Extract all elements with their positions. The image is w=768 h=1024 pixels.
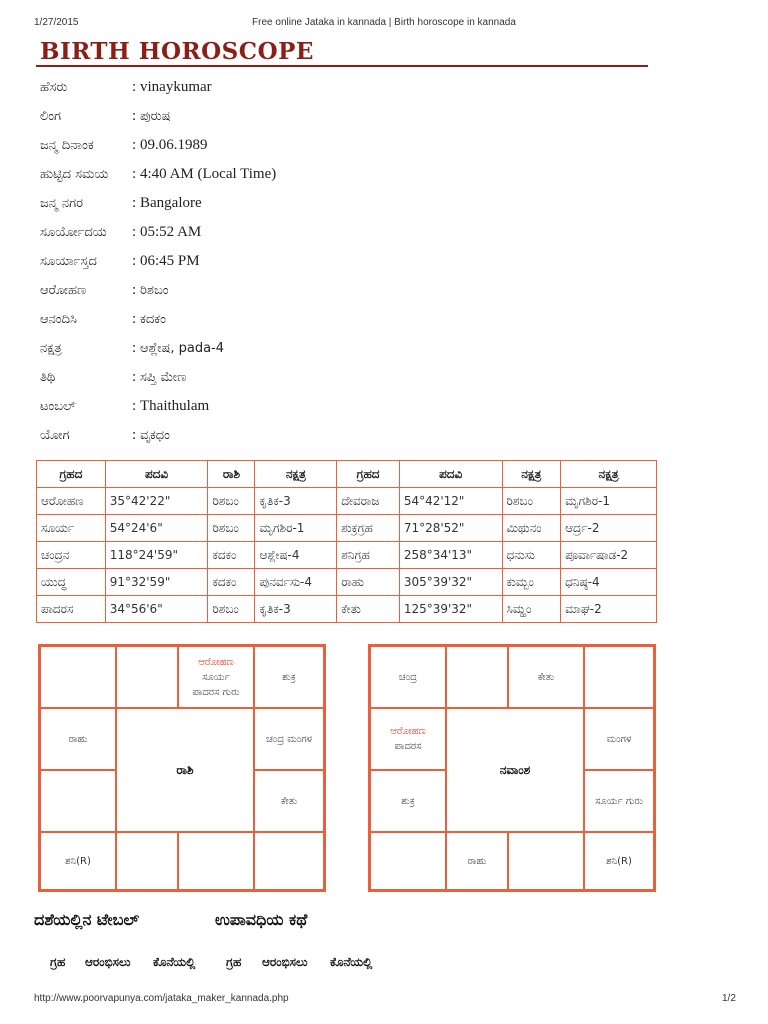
chart-center-label: ರಾಶಿ — [116, 708, 254, 832]
planet-label: ಪಾದರಸ — [394, 741, 422, 752]
chart-house — [370, 646, 446, 708]
dasha-column-header: ಕೊನೆಯಲ್ಲಿ — [330, 955, 373, 969]
table-header-row — [37, 461, 657, 488]
title-divider — [36, 65, 648, 67]
table-cell: ಶನಿಗ್ರಹ — [337, 542, 400, 569]
info-row — [40, 218, 600, 247]
column-header: ನಕ್ಷತ್ರ — [561, 461, 657, 488]
chart-house — [446, 646, 508, 708]
table-cell: ರಿಶಬಂ — [502, 488, 561, 515]
info-label: ಆರೋಹಣ — [40, 283, 87, 298]
planet-label: ಶನಿ(R) — [606, 855, 632, 867]
chart-house — [584, 832, 654, 890]
table-cell: 91°32'59" — [105, 569, 208, 596]
chart-house — [254, 646, 324, 708]
column-header: ನಕ್ಷತ್ರ — [502, 461, 561, 488]
table-cell: ಕೃತಿಕ-3 — [255, 596, 337, 623]
table-cell: ಸೂರ್ಯ — [37, 515, 106, 542]
table-cell: ಧನಿಷ್ಠ-4 — [561, 569, 657, 596]
table-cell: 258°34'13" — [399, 542, 502, 569]
table-cell: ಪೂರ್ವಾಷಾಡ-2 — [561, 542, 657, 569]
planet-label: ಸೂರ್ಯ — [202, 671, 230, 683]
table-cell: ರಿಶಬಂ — [208, 488, 255, 515]
chart-house — [446, 832, 508, 890]
info-colon: : — [132, 137, 137, 153]
planet-label: ಶುಕ್ರ — [282, 671, 296, 683]
info-value: Bangalore — [140, 195, 202, 211]
chart-house — [370, 708, 446, 770]
planet-label: ಚಂದ್ರ — [398, 671, 418, 683]
print-url: http://www.poorvapunya.com/jataka_maker_kannada.php — [34, 993, 289, 1004]
info-label: ಜನ್ಮ ದಿನಾಂಕ — [40, 138, 94, 153]
chart-house — [254, 770, 324, 832]
chart-house — [584, 646, 654, 708]
info-row — [40, 392, 600, 421]
table-cell: ಆರ್ದ್ರ-2 — [561, 515, 657, 542]
planet-positions-table — [36, 460, 657, 623]
info-colon: : — [132, 166, 137, 182]
dasha-column-header: ಆರಂಭಿಸಲು — [85, 955, 131, 969]
info-colon: : — [132, 253, 137, 269]
table-cell: 118°24'59" — [105, 542, 208, 569]
page-title: BIRTH HOROSCOPE — [40, 38, 314, 65]
info-row — [40, 363, 600, 392]
table-cell: 54°24'6" — [105, 515, 208, 542]
table-cell: ಆರೋಹಣ — [37, 488, 106, 515]
planet-label: ಶುಕ್ರ — [401, 795, 415, 807]
birth-details — [40, 73, 600, 450]
chart-house — [178, 646, 254, 708]
planet-label: ಸೂರ್ಯ ಗುರು — [595, 795, 643, 807]
chart-house — [584, 708, 654, 770]
table-cell: ಕೃತಿಕ-3 — [255, 488, 337, 515]
table-row — [37, 569, 657, 596]
chart-house — [178, 832, 254, 890]
info-colon: : — [132, 398, 137, 414]
info-row — [40, 334, 600, 363]
info-colon: : — [132, 282, 137, 298]
planet-label: ರಾಹು — [68, 733, 88, 745]
planet-label: ರಾಹು — [467, 855, 487, 867]
table-cell: ರಿಶಬಂ — [208, 515, 255, 542]
info-value: ಸಪ್ತಿ ಮೇಣ — [140, 370, 187, 385]
info-value: Thaithulam — [140, 398, 210, 414]
rasi-chart — [38, 644, 326, 892]
info-colon: : — [132, 340, 137, 356]
info-row — [40, 421, 600, 450]
dasha-column-header: ಗ್ರಹ — [226, 955, 242, 969]
planet-label: ಶನಿ(R) — [65, 855, 91, 867]
table-cell: ಮೃಗಶಿರ-1 — [561, 488, 657, 515]
chart-house — [254, 708, 324, 770]
table-cell: ಯುದ್ಧ — [37, 569, 106, 596]
table-cell: ಕದಕಂ — [208, 569, 255, 596]
dasha-table-title: ದಶೆಯಲ್ಲಿನ ಟೇಬಲ್ — [34, 910, 140, 929]
column-header: ಗ್ರಹದ — [337, 461, 400, 488]
info-colon: : — [132, 224, 137, 240]
info-colon: : — [132, 311, 137, 327]
info-label: ಸೂರ್ಯೋದಯ — [40, 225, 107, 240]
info-colon: : — [132, 369, 137, 385]
table-row — [37, 542, 657, 569]
planet-label: ಮಂಗಳ — [606, 733, 632, 745]
table-row — [37, 515, 657, 542]
table-cell: ಸಿಮ್ಹಂ — [502, 596, 561, 623]
table-cell: ಶುಕ್ರಗ್ರಹ — [337, 515, 400, 542]
table-cell: ಕುಮ್ಬಂ — [502, 569, 561, 596]
info-label: ಲಿಂಗ — [40, 109, 62, 124]
info-colon: : — [132, 108, 137, 124]
info-colon: : — [132, 427, 137, 443]
info-value: ಆಶ್ಲೇಷ, pada-4 — [140, 341, 225, 356]
info-label: ಹುಟ್ಟಿದ ಸಮಯ — [40, 167, 109, 182]
chart-house — [40, 708, 116, 770]
info-value: 05:52 AM — [140, 224, 202, 240]
info-colon: : — [132, 195, 137, 211]
chart-house — [370, 770, 446, 832]
info-row — [40, 305, 600, 334]
ascendant-label: ಆರೋಹಣ — [198, 656, 234, 668]
info-row — [40, 73, 600, 102]
column-header: ಗ್ರಹದ — [37, 461, 106, 488]
info-label: ಯೋಗ — [40, 428, 70, 443]
table-cell: ಕೇತು — [337, 596, 400, 623]
table-cell: ರಿಶಬಂ — [208, 596, 255, 623]
print-page-title: Free online Jataka in kannada | Birth horoscope in kannada — [252, 17, 516, 28]
table-cell: 54°42'12" — [399, 488, 502, 515]
info-value: ರಿಶಬಂ — [140, 283, 169, 298]
info-label: ತಿಥಿ — [40, 370, 56, 385]
table-cell: 35°42'22" — [105, 488, 208, 515]
info-value: 4:40 AM (Local Time) — [140, 166, 277, 182]
info-colon: : — [132, 79, 137, 95]
info-label: ಹೆಸರು — [40, 80, 68, 95]
table-cell: ಪುನರ್ವಸು-4 — [255, 569, 337, 596]
column-header: ರಾಶಿ — [208, 461, 255, 488]
print-page-number: 1/2 — [722, 993, 736, 1004]
info-value: 06:45 PM — [140, 253, 200, 269]
table-cell: ಪಾದರಸ — [37, 596, 106, 623]
chart-house — [116, 646, 178, 708]
chart-house — [40, 832, 116, 890]
chart-house — [40, 646, 116, 708]
table-cell: ಚಂದ್ರನ — [37, 542, 106, 569]
table-cell: 305°39'32" — [399, 569, 502, 596]
table-cell: ಮಾಘ-2 — [561, 596, 657, 623]
table-cell: 34°56'6" — [105, 596, 208, 623]
dasha-column-header: ಗ್ರಹ — [50, 955, 66, 969]
info-row — [40, 160, 600, 189]
info-row — [40, 131, 600, 160]
planet-label: ಕೇತು — [280, 795, 298, 807]
info-value: vinaykumar — [140, 79, 212, 95]
chart-center-label: ನವಾಂಶ — [446, 708, 584, 832]
chart-house — [40, 770, 116, 832]
table-cell: ದೇವರಾಜ — [337, 488, 400, 515]
navamsa-chart — [368, 644, 656, 892]
info-label: ನಕ್ಷತ್ರ — [40, 341, 62, 356]
table-cell: ಮಿಥುನಂ — [502, 515, 561, 542]
info-value: 09.06.1989 — [140, 137, 208, 153]
table-cell: ಮೃಗಶಿರ-1 — [255, 515, 337, 542]
print-date: 1/27/2015 — [34, 17, 79, 28]
table-cell: ಧನುಸು — [502, 542, 561, 569]
table-cell: ಕದಕಂ — [208, 542, 255, 569]
table-cell: 125°39'32" — [399, 596, 502, 623]
table-cell: 71°28'52" — [399, 515, 502, 542]
info-value: ವೃಕಧಂ — [140, 428, 170, 443]
info-label: ಸೂರ್ಯಾಸ್ತದ — [40, 254, 97, 269]
info-row — [40, 276, 600, 305]
chart-house — [508, 646, 584, 708]
planet-label: ಪಾದರಸ ಗುರು — [192, 686, 240, 698]
column-header: ಪದವಿ — [399, 461, 502, 488]
column-header: ಪದವಿ — [105, 461, 208, 488]
planet-label: ಕೇತು — [537, 671, 555, 683]
info-row — [40, 189, 600, 218]
table-cell: ಆಶ್ಲೇಷ-4 — [255, 542, 337, 569]
table-row — [37, 596, 657, 623]
info-label: ಜನ್ಮ ನಗರ — [40, 196, 84, 211]
ascendant-label: ಆರೋಹಣ — [390, 726, 426, 737]
info-label: ಟಂಬಲ್ — [40, 399, 76, 414]
table-cell: ರಾಹು — [337, 569, 400, 596]
dasha-column-header: ಕೊನೆಯಲ್ಲಿ — [153, 955, 196, 969]
info-label: ಆನಂದಿಸಿ — [40, 312, 77, 327]
table-row — [37, 488, 657, 515]
column-header: ನಕ್ಷತ್ರ — [255, 461, 337, 488]
chart-house — [508, 832, 584, 890]
chart-house — [116, 832, 178, 890]
chart-house — [254, 832, 324, 890]
info-row — [40, 102, 600, 131]
chart-house — [584, 770, 654, 832]
sub-period-title: ಉಪಾವಧಿಯ ಕಥೆ — [215, 910, 308, 929]
info-row — [40, 247, 600, 276]
dasha-column-header: ಆರಂಭಿಸಲು — [262, 955, 308, 969]
info-value: ಕದಕಂ — [140, 312, 166, 327]
planet-label: ಚಂದ್ರ ಮಂಗಳ — [265, 733, 313, 745]
chart-house — [370, 832, 446, 890]
info-value: ಪುರುಷ — [140, 109, 171, 124]
